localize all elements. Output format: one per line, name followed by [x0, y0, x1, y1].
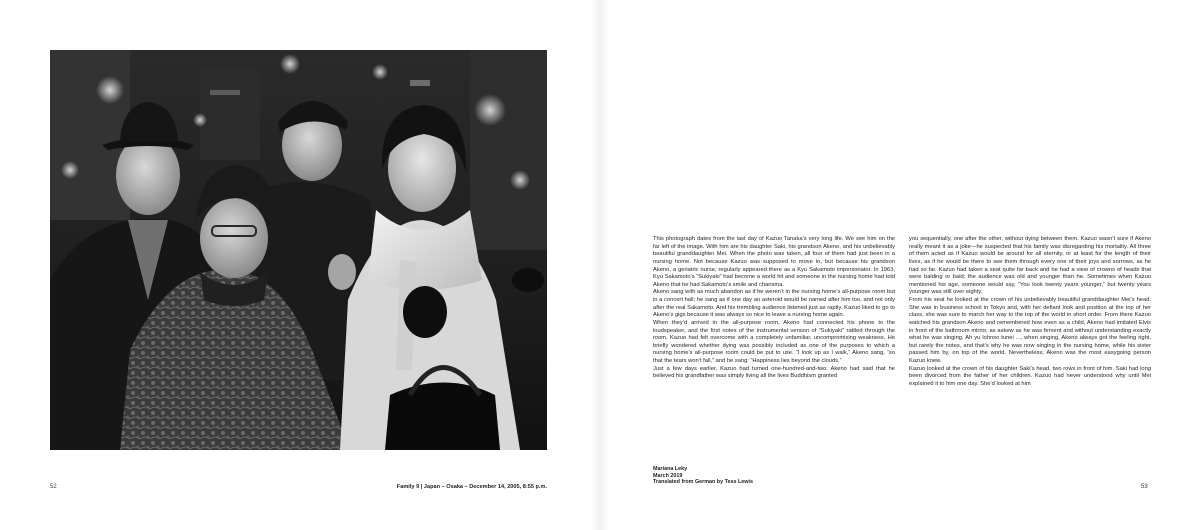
paragraph: Kazuo looked at the crown of his daughter Saki’s head, two rows in front of him. Saki had long been divorced from the father of her children. Kazuo had never understood why until Mei explained it to him one day. She’d looked at him — [909, 365, 1151, 387]
credit-date: March 2019 — [653, 472, 683, 479]
paragraph: Just a few days earlier, Kazuo had turned one-hundred-and-two. Akeno had said that he believed his grandfather was simply living all the lives Buddhism granted — [653, 365, 895, 380]
text-column-right — [909, 236, 1151, 389]
text-column-left — [653, 236, 895, 381]
paragraph: you sequentially, one after the other, without dying between them. Kazuo wasn’t sure if Akeno really meant it as a joke—he suspected that his family was disregarding his mortality. All three of them acted as if Kazuo would be around for all eternity, or at least for the length of their lives, as if he would be there to see them through every one of their joys and sorrows, as he had so far. Kazuo had taken a seat quite far back and he had a view of crowns of heads that were balding or bald; the audience was old and younger than he. Sometimes when Kazuo mentioned his age, someone would say, “You look twenty years younger,” but twenty years younger was still over eighty. — [909, 236, 1151, 296]
paragraph: Akeno sang with as much abandon as if he weren’t in the nursing home’s all-purpose room but in a concert hall; he sang as if one day an asteroid would be named after him too, and not only after the real Sakamoto. And his trembling audience listened just as raptly. Kazuo liked to go to Akeno’s gigs because it was always so nice to leave a nursing home again. — [653, 289, 895, 319]
author-credits — [653, 466, 853, 486]
paragraph: From his seat he looked at the crown of his unbelievably beautiful granddaughter Mei’s head. She was in business school in Tokyo and, with her defiant look and position at the top of her class, she was sure to march her way to the top of the world in short order. From there Kazuo watched his grandson Akeno and remembered how even as a child, Akeno had imitated Elvis in front of the bathroom mirror, as askew as he was fervent and without understanding exactly what he was singing. Ah yu lohnso tunei ..., when singing, Akeno always got the feeling right, but rarely the notes, and that’s why he was now singing in the nursing home, while his sister passed him by, on top of the world. Nevertheless, Akeno was the most easygoing person Kazuo knew. — [909, 297, 1151, 364]
author-name: Mariana Leky — [653, 466, 688, 472]
family-photograph — [50, 50, 547, 450]
page-number-left: 52 — [50, 484, 57, 490]
page-number-right: 53 — [1141, 484, 1148, 490]
paragraph: When they’d arrived in the all-purpose room, Akeno had connected his phone to the loudspeaker, and the first notes of the instrumental version of “Sukiyaki” rattled through the room, Kazuo had felt overcome with a completely unfamiliar, uncompromising weakness. He briefly wondered whether dying was possibly included as one of the purposes to which a nursing home’s all-purpose room could be put to use. “I look up as I walk,” Akeno sang, “so that the tears won’t fall,” and he sang: “Happiness lies beyond the clouds.” — [653, 319, 895, 364]
translator-credit: Translated from German by Tess Lewis — [653, 479, 753, 485]
gutter-shadow — [592, 0, 608, 530]
paragraph: This photograph dates from the last day of Kazuo Tanaka’s very long life. We see him on the far left of the image. With him are his daughter Saki, his grandson Akeno, and his unbelievably beautiful granddaughter Mei. When the photo was taken, all four of them had just been in a nursing home. Not because Kazuo was supposed to move in, but because his grandson Akeno, a geriatric nurse, regularly appeared there as a Kyu Sakamoto impersonator. In 1963, Kyu Sakamoto’s “Sukiyaki” had become a world hit and someone in the nursing home had told Akeno that he had Sakamoto’s smile and charisma. — [653, 236, 895, 288]
photo-caption: Family 9 | Japan – Osaka – December 14, 2005, 8:55 p.m. — [396, 484, 547, 490]
